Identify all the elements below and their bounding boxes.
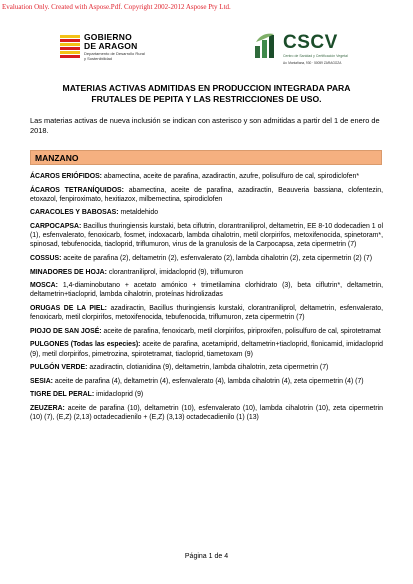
pest-entry: SESIA: aceite de parafina (4), deltametrin (4), esfenvalerato (4), lambda cihalotrin (4), zeta cipermetrin (4) (7) [30,377,364,385]
logo-left-title: GOBIERNO DE ARAGON [84,32,138,51]
pest-entry: ÁCAROS TETRANÍQUIDOS: abamectina, aceite de parafina, azadiractin, Beauveria bassiana, clofentezin, etoxazol, fenpiroximato, hexitiazox, milbemectina, spirodiclofen [30,186,384,203]
section-header-manzano: MANZANO [30,150,382,165]
page-number: Página 1 de 4 [184,553,229,560]
pest-entry: CARACOLES Y BABOSAS: metaldehido [30,209,159,217]
pest-entry: ORUGAS DE LA PIEL: azadiractin, Bacillus thuringiensis kurstaki, clorantraniliprol, deltametrin, esfenvalerato, fenoxicarb, metil clorpirifos, metoxifenocida, tebufenocida, triflumuron, zeta cipermetrin (7) [30,304,383,322]
pest-entry: ÁCAROS ERIÓFIDOS: abamectina, aceite de parafina, azadiractin, azufre, polisulfuro de cal, spirodiclofen* [30,173,360,180]
pest-entry: MINADORES DE HOJA: clorantraniliprol, imidacloprid (9), triflumuron [30,268,243,276]
pest-entry: MOSCA: 1,4-diaminobutano + acetato amónico + trimetilamina clorhidrato (3), beta ciflutrin*, deltametrin, deltametrin+tiacloprid, lambda cihalotrin, proteínas hidrolizadas [30,282,383,299]
intro-paragraph: Las materias activas de nueva inclusión se indican con asterisco y son admitidas a partir del 1 de enero de 2018. [30,116,380,135]
document-title: MATERIAS ACTIVAS ADMITIDAS EN PRODUCCION INTEGRADA PARA FRUTALES DE PEPITA Y LAS RESTRICCIONES DE USO. [62,83,351,104]
pest-entry: ZEUZERA: aceite de parafina (10), deltametrin (10), esfenvalerato (10), lambda cihalotrin (10), zeta cipermetrin (10) (7), (E,Z) (2,13) octadecadienilo + (E,Z) (3,13) octadecadienilo (1) (13) [30,404,383,422]
pest-entry: PIOJO DE SAN JOSÉ: aceite de parafina, fenoxicarb, metil clorpirifos, piriproxifen, polisulfuro de cal, spirotetramat [30,327,381,335]
cscv-logo [253,30,363,70]
cscv-subtitle: Centro de Sanidad y Certificación Vegetal [283,54,348,58]
pest-entries-list [30,172,383,427]
aragon-flag-icon [60,35,80,59]
cscv-address: Av. Montañana, 930 · 50059 ZARAGOZA [283,61,342,65]
evaluation-watermark: Evaluation Only. Created with Aspose.Pdf. Copyright 2002-2012 Aspose Pty Ltd. [2,3,231,11]
gobierno-aragon-logo [60,33,170,63]
cscv-brand: CSCV [283,32,338,53]
logo-left-department: Departamento de Desarrollo Rural y Sostenibilidad [84,51,145,61]
pest-entry: CARPOCAPSA: Bacillus thuringiensis kurstaki, beta ciflutrin, clorantraniliprol, deltametrin, EE 8-10 dodecadien 1 ol (1), esfenvalerato, fenoxicarb, fosmet, indoxacarb, lambda cihalotrin, metil clorpirifos, metoxifenocida, spinetoram*, spinosad, tebufenocida, tiacloprid, triflumuron, virus de la granulosis de la Carpocapsa, zeta cipermetrin (7) [30,222,383,249]
cscv-leaf-icon [253,32,279,60]
pest-entry: PULGÓN VERDE: azadiractin, clotianidina (9), deltametrin, lambda cihalotrin, zeta cipermetrin (7) [30,364,329,372]
pest-entry: COSSUS: aceite de parafina (2), deltametrin (2), esfenvalerato (2), lambda cihalotrin (2), zeta cipermetrin (2) (7) [30,254,372,262]
pest-entry: TIGRE DEL PERAL: imidacloprid (9) [30,391,144,399]
pest-entry: PULGONES (Todas las especies): aceite de parafina, acetamiprid, deltametrin+tiacloprid, flonicamid, imidacloprid (9), metil clorpirifos, pimetrozina, spirotetramat, tiacloprid, tiametoxam (9) [30,341,383,358]
